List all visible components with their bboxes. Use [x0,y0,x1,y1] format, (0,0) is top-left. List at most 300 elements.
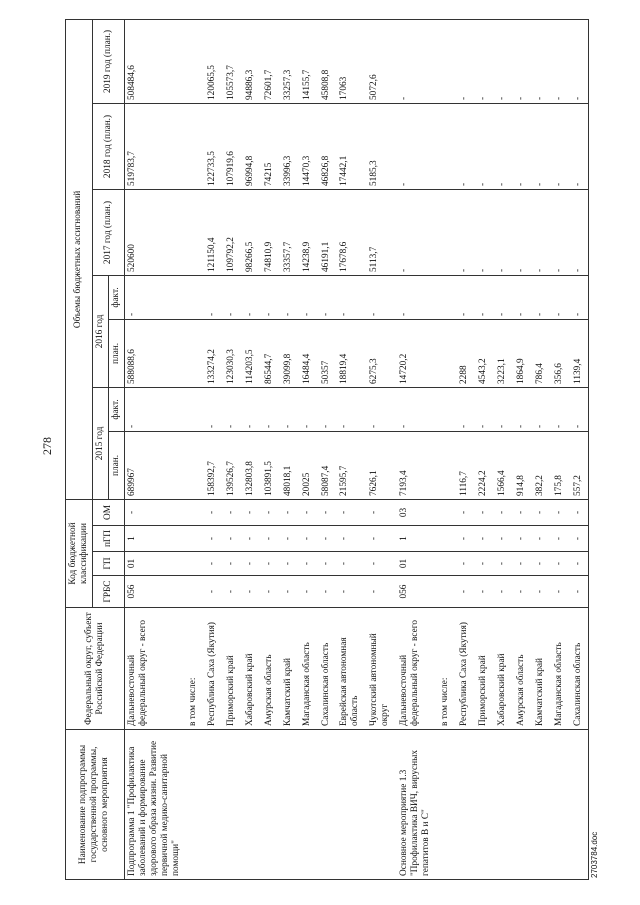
cell-2015-plan: 382,2 [531,431,550,499]
cell-om: - [512,499,531,525]
header-2016-plan: план. [108,319,124,387]
cell-program [550,730,569,880]
cell-grbs: - [531,576,550,608]
cell-2017-plan: - [455,189,474,275]
cell-region: Хабаровский край [493,608,512,730]
cell-region: Амурская область [260,608,279,730]
cell-gp: - [222,552,241,576]
cell-om: - [203,499,222,525]
cell-2018-plan: 74215 [260,103,279,189]
cell-gp: 01 [124,552,183,576]
cell-2016-fact: - [335,275,365,319]
cell-2019-plan: 14155,7 [298,19,317,103]
cell-pgp: - [279,526,298,552]
cell-2018-plan: 107919,6 [222,103,241,189]
cell-program [531,730,550,880]
cell-om [184,499,203,525]
cell-2019-plan: 120065,5 [203,19,222,103]
cell-2016-fact: - [317,275,336,319]
cell-2017-plan: 121150,4 [203,189,222,275]
cell-region: Дальневосточный федеральный округ - всего [124,608,183,730]
cell-pgp: - [260,526,279,552]
cell-2015-fact: - [222,387,241,431]
table-row [203,19,222,879]
cell-om: - [222,499,241,525]
cell-2015-plan: 58087,4 [317,431,336,499]
cell-2016-plan: 18819,4 [335,319,365,387]
cell-2015-plan: 557,2 [569,431,588,499]
cell-2019-plan: 94886,3 [241,19,260,103]
cell-gp: - [493,552,512,576]
header-2016: 2016 год [92,275,108,387]
cell-program [474,730,493,880]
table-row [569,19,588,879]
cell-2019-plan: 508484,6 [124,19,183,103]
cell-region: Приморский край [222,608,241,730]
cell-2017-plan: - [531,189,550,275]
cell-2015-fact: - [279,387,298,431]
cell-2015-plan: 2224,2 [474,431,493,499]
cell-region: Сахалинская область [569,608,588,730]
header-budget-code: Код бюджетной классификации [66,499,93,607]
cell-2015-plan: 48018,1 [279,431,298,499]
cell-2019-plan: - [512,19,531,103]
cell-gp: - [531,552,550,576]
cell-2016-fact: - [569,275,588,319]
cell-om: - [474,499,493,525]
cell-region: Хабаровский край [241,608,260,730]
table-row [531,19,550,879]
cell-2018-plan: - [569,103,588,189]
cell-2018-plan: - [455,103,474,189]
cell-2019-plan [436,19,455,103]
cell-2016-plan [436,319,455,387]
cell-2019-plan: - [531,19,550,103]
cell-2017-plan [436,189,455,275]
cell-2015-plan: 20025 [298,431,317,499]
cell-om: - [569,499,588,525]
header-2016-fact: факт. [108,275,124,319]
header-2015: 2015 год [92,387,108,499]
cell-pgp: - [455,526,474,552]
header-gp: ГП [92,552,124,576]
cell-2018-plan: 14470,3 [298,103,317,189]
cell-2016-plan: 16484,4 [298,319,317,387]
cell-2018-plan: - [550,103,569,189]
cell-region: в том числе: [184,608,203,730]
cell-gp: - [474,552,493,576]
cell-gp: - [260,552,279,576]
cell-2016-plan: 1864,9 [512,319,531,387]
cell-program [455,730,474,880]
table-row [550,19,569,879]
cell-2016-plan: 39099,8 [279,319,298,387]
cell-2015-fact: - [395,387,436,431]
cell-om: - [365,499,395,525]
cell-om: 03 [395,499,436,525]
cell-program [512,730,531,880]
cell-gp: - [279,552,298,576]
cell-2017-plan [184,189,203,275]
cell-grbs: - [493,576,512,608]
cell-2015-plan [436,431,455,499]
cell-2016-plan: 3223,1 [493,319,512,387]
cell-2017-plan: 74810,9 [260,189,279,275]
cell-2018-plan: 17442,1 [335,103,365,189]
cell-2017-plan: 109792,2 [222,189,241,275]
cell-2018-plan: - [395,103,436,189]
cell-2016-plan: 86544,7 [260,319,279,387]
cell-pgp: - [203,526,222,552]
table-row [184,19,203,879]
cell-2016-fact: - [455,275,474,319]
table-row [455,19,474,879]
cell-om: - [124,499,183,525]
cell-2019-plan: - [550,19,569,103]
cell-program [436,730,455,880]
cell-program: Основное мероприятие 1.3 "Профилактика ВИЧ, вирусных гепатитов В и С" [395,730,436,880]
cell-2019-plan: - [493,19,512,103]
budget-table-container [65,20,585,880]
cell-2015-fact: - [260,387,279,431]
cell-2016-fact: - [203,275,222,319]
table-row [335,19,365,879]
cell-2016-fact: - [124,275,183,319]
header-2015-plan: план. [108,431,124,499]
cell-2018-plan: - [512,103,531,189]
header-om: ОМ [92,499,124,525]
cell-2017-plan: - [569,189,588,275]
cell-program [569,730,588,880]
cell-2015-fact [184,387,203,431]
cell-program [222,730,241,880]
cell-2019-plan: 33257,3 [279,19,298,103]
cell-grbs: - [203,576,222,608]
cell-2018-plan [184,103,203,189]
cell-2019-plan: - [569,19,588,103]
cell-program [317,730,336,880]
table-row [260,19,279,879]
cell-2016-fact: - [241,275,260,319]
budget-allocation-table [65,19,589,880]
cell-region: Магаданская область [298,608,317,730]
cell-2016-plan: 114203,5 [241,319,260,387]
cell-grbs: - [317,576,336,608]
cell-2015-plan: 139526,7 [222,431,241,499]
cell-region: в том числе: [436,608,455,730]
cell-pgp: - [335,526,365,552]
cell-2015-fact: - [455,387,474,431]
cell-grbs: - [550,576,569,608]
cell-2015-plan: 103891,5 [260,431,279,499]
table-row [298,19,317,879]
cell-2016-plan: 133274,2 [203,319,222,387]
cell-2019-plan: - [455,19,474,103]
cell-2019-plan: 105573,7 [222,19,241,103]
cell-2016-plan: 1139,4 [569,319,588,387]
cell-2016-plan: 123030,3 [222,319,241,387]
cell-region: Магаданская область [550,608,569,730]
table-row [317,19,336,879]
cell-2017-plan: - [512,189,531,275]
cell-2016-fact: - [493,275,512,319]
cell-2015-fact: - [365,387,395,431]
cell-2019-plan: 72601,7 [260,19,279,103]
table-header [66,19,125,879]
cell-2017-plan: - [550,189,569,275]
cell-2015-plan: 7193,4 [395,431,436,499]
cell-2015-plan: 21595,7 [335,431,365,499]
cell-grbs: 056 [395,576,436,608]
cell-2015-fact [436,387,455,431]
cell-2015-plan: 7626,1 [365,431,395,499]
cell-om: - [493,499,512,525]
cell-program [203,730,222,880]
cell-pgp: - [317,526,336,552]
cell-2018-plan: - [493,103,512,189]
cell-region: Сахалинская область [317,608,336,730]
cell-2017-plan: 5113,7 [365,189,395,275]
cell-2018-plan: - [531,103,550,189]
cell-2015-fact: - [512,387,531,431]
cell-om [436,499,455,525]
cell-2016-fact: - [298,275,317,319]
cell-2017-plan: - [395,189,436,275]
cell-2016-plan: 356,6 [550,319,569,387]
cell-2015-plan: 132803,8 [241,431,260,499]
cell-om: - [317,499,336,525]
cell-2016-fact: - [550,275,569,319]
cell-gp [184,552,203,576]
cell-pgp: - [298,526,317,552]
cell-grbs: - [279,576,298,608]
cell-2015-fact: - [298,387,317,431]
cell-2018-plan: 96994,8 [241,103,260,189]
cell-grbs [184,576,203,608]
cell-2017-plan: - [493,189,512,275]
cell-2017-plan: 520600 [124,189,183,275]
cell-pgp: - [241,526,260,552]
cell-grbs: - [260,576,279,608]
cell-pgp: - [569,526,588,552]
cell-2015-fact: - [531,387,550,431]
cell-grbs: - [335,576,365,608]
cell-region: Камчатский край [279,608,298,730]
cell-2015-plan: 1116,7 [455,431,474,499]
table-row [222,19,241,879]
cell-pgp: - [493,526,512,552]
header-2017: 2017 год (план.) [92,189,124,275]
table-row [474,19,493,879]
cell-grbs [436,576,455,608]
cell-region: Камчатский край [531,608,550,730]
cell-pgp: 1 [124,526,183,552]
cell-2016-fact [436,275,455,319]
cell-om: - [260,499,279,525]
cell-2015-plan: 158392,7 [203,431,222,499]
cell-2016-plan: 6275,3 [365,319,395,387]
cell-pgp: - [550,526,569,552]
cell-2015-plan: 1566,4 [493,431,512,499]
cell-2016-fact: - [531,275,550,319]
cell-grbs: 056 [124,576,183,608]
cell-2017-plan: 46191,1 [317,189,336,275]
header-pgp: пГП [92,526,124,552]
cell-grbs: - [241,576,260,608]
cell-program [241,730,260,880]
cell-2015-fact: - [569,387,588,431]
cell-2015-plan: 175,8 [550,431,569,499]
cell-gp: - [298,552,317,576]
cell-2019-plan: - [395,19,436,103]
cell-program [184,730,203,880]
cell-gp: - [550,552,569,576]
cell-2017-plan: 17678,6 [335,189,365,275]
table-row [395,19,436,879]
cell-gp: - [569,552,588,576]
cell-2018-plan: 122733,5 [203,103,222,189]
cell-2016-fact: - [512,275,531,319]
cell-grbs: - [222,576,241,608]
cell-2018-plan: 5185,3 [365,103,395,189]
cell-pgp: - [474,526,493,552]
header-volumes: Объемы бюджетных ассигнований [66,19,93,499]
document-code-text: 2703784.doc [590,831,599,878]
table-row [365,19,395,879]
cell-region: Республика Саха (Якутия) [455,608,474,730]
cell-program [335,730,365,880]
cell-2016-fact: - [395,275,436,319]
cell-2016-plan: 50357 [317,319,336,387]
cell-gp: - [365,552,395,576]
cell-2016-plan: 2288 [455,319,474,387]
cell-2016-fact: - [260,275,279,319]
cell-region: Дальневосточный федеральный округ - всего [395,608,436,730]
page-number-text: 278 [40,437,54,455]
cell-pgp: - [222,526,241,552]
cell-program [279,730,298,880]
cell-om: - [279,499,298,525]
cell-2016-plan: 588088,6 [124,319,183,387]
cell-2015-fact: - [493,387,512,431]
cell-program: Подпрограмма 1 "Профилактика заболеваний и формирование здорового образа жизни. Развитие первичной медико-санитарной помощи" [124,730,183,880]
cell-grbs: - [298,576,317,608]
cell-2017-plan: - [474,189,493,275]
cell-2016-plan: 14720,2 [395,319,436,387]
table-row [241,19,260,879]
table-row [493,19,512,879]
cell-om: - [241,499,260,525]
cell-2019-plan: - [474,19,493,103]
header-region: Федеральный округ, субъект Российской Федерации [66,608,125,730]
cell-program [365,730,395,880]
header-2018: 2018 год (план.) [92,103,124,189]
table-row [279,19,298,879]
cell-program [260,730,279,880]
cell-gp: - [335,552,365,576]
cell-om: - [550,499,569,525]
cell-2018-plan: 519783,7 [124,103,183,189]
cell-gp: 01 [395,552,436,576]
cell-region: Приморский край [474,608,493,730]
cell-2018-plan: 33996,3 [279,103,298,189]
header-program: Наименование подпрограммы государственной программы, основного мероприятия [66,730,125,880]
cell-gp: - [512,552,531,576]
cell-2015-fact: - [241,387,260,431]
cell-2016-fact: - [474,275,493,319]
cell-2017-plan: 14238,9 [298,189,317,275]
cell-om: - [531,499,550,525]
cell-2016-fact [184,275,203,319]
cell-2016-plan: 4543,2 [474,319,493,387]
cell-grbs: - [455,576,474,608]
cell-region: Еврейская автономная область [335,608,365,730]
table-row [436,19,455,879]
cell-2015-fact: - [335,387,365,431]
header-2019: 2019 год (план.) [92,19,124,103]
cell-program [493,730,512,880]
cell-om: - [298,499,317,525]
cell-region: Республика Саха (Якутия) [203,608,222,730]
cell-2018-plan: 46826,8 [317,103,336,189]
cell-gp: - [317,552,336,576]
cell-2015-fact: - [124,387,183,431]
cell-2016-plan: 786,4 [531,319,550,387]
cell-2015-fact: - [474,387,493,431]
cell-pgp [436,526,455,552]
cell-om: - [335,499,365,525]
cell-2017-plan: 33357,7 [279,189,298,275]
cell-2018-plan: - [474,103,493,189]
cell-pgp: - [365,526,395,552]
cell-2016-fact: - [279,275,298,319]
cell-pgp: - [531,526,550,552]
cell-2015-fact: - [203,387,222,431]
cell-pgp [184,526,203,552]
cell-2015-plan [184,431,203,499]
cell-region: Чукотский автономный округ [365,608,395,730]
cell-2019-plan: 45808,8 [317,19,336,103]
header-2015-fact: факт. [108,387,124,431]
cell-grbs: - [512,576,531,608]
cell-om: - [455,499,474,525]
cell-gp: - [203,552,222,576]
cell-2018-plan [436,103,455,189]
table-body [124,19,588,879]
cell-gp [436,552,455,576]
cell-2016-fact: - [222,275,241,319]
table-row [124,19,183,879]
cell-2016-fact: - [365,275,395,319]
cell-grbs: - [474,576,493,608]
cell-2019-plan: 17063 [335,19,365,103]
header-grbs: ГРБС [92,576,124,608]
cell-gp: - [241,552,260,576]
cell-2015-plan: 689967 [124,431,183,499]
cell-region: Амурская область [512,608,531,730]
cell-grbs: - [569,576,588,608]
cell-2015-fact: - [550,387,569,431]
cell-2015-plan: 914,8 [512,431,531,499]
cell-2016-plan [184,319,203,387]
cell-gp: - [455,552,474,576]
table-row [512,19,531,879]
cell-2019-plan [184,19,203,103]
cell-pgp: 1 [395,526,436,552]
cell-program [298,730,317,880]
cell-2019-plan: 5072,6 [365,19,395,103]
cell-grbs: - [365,576,395,608]
